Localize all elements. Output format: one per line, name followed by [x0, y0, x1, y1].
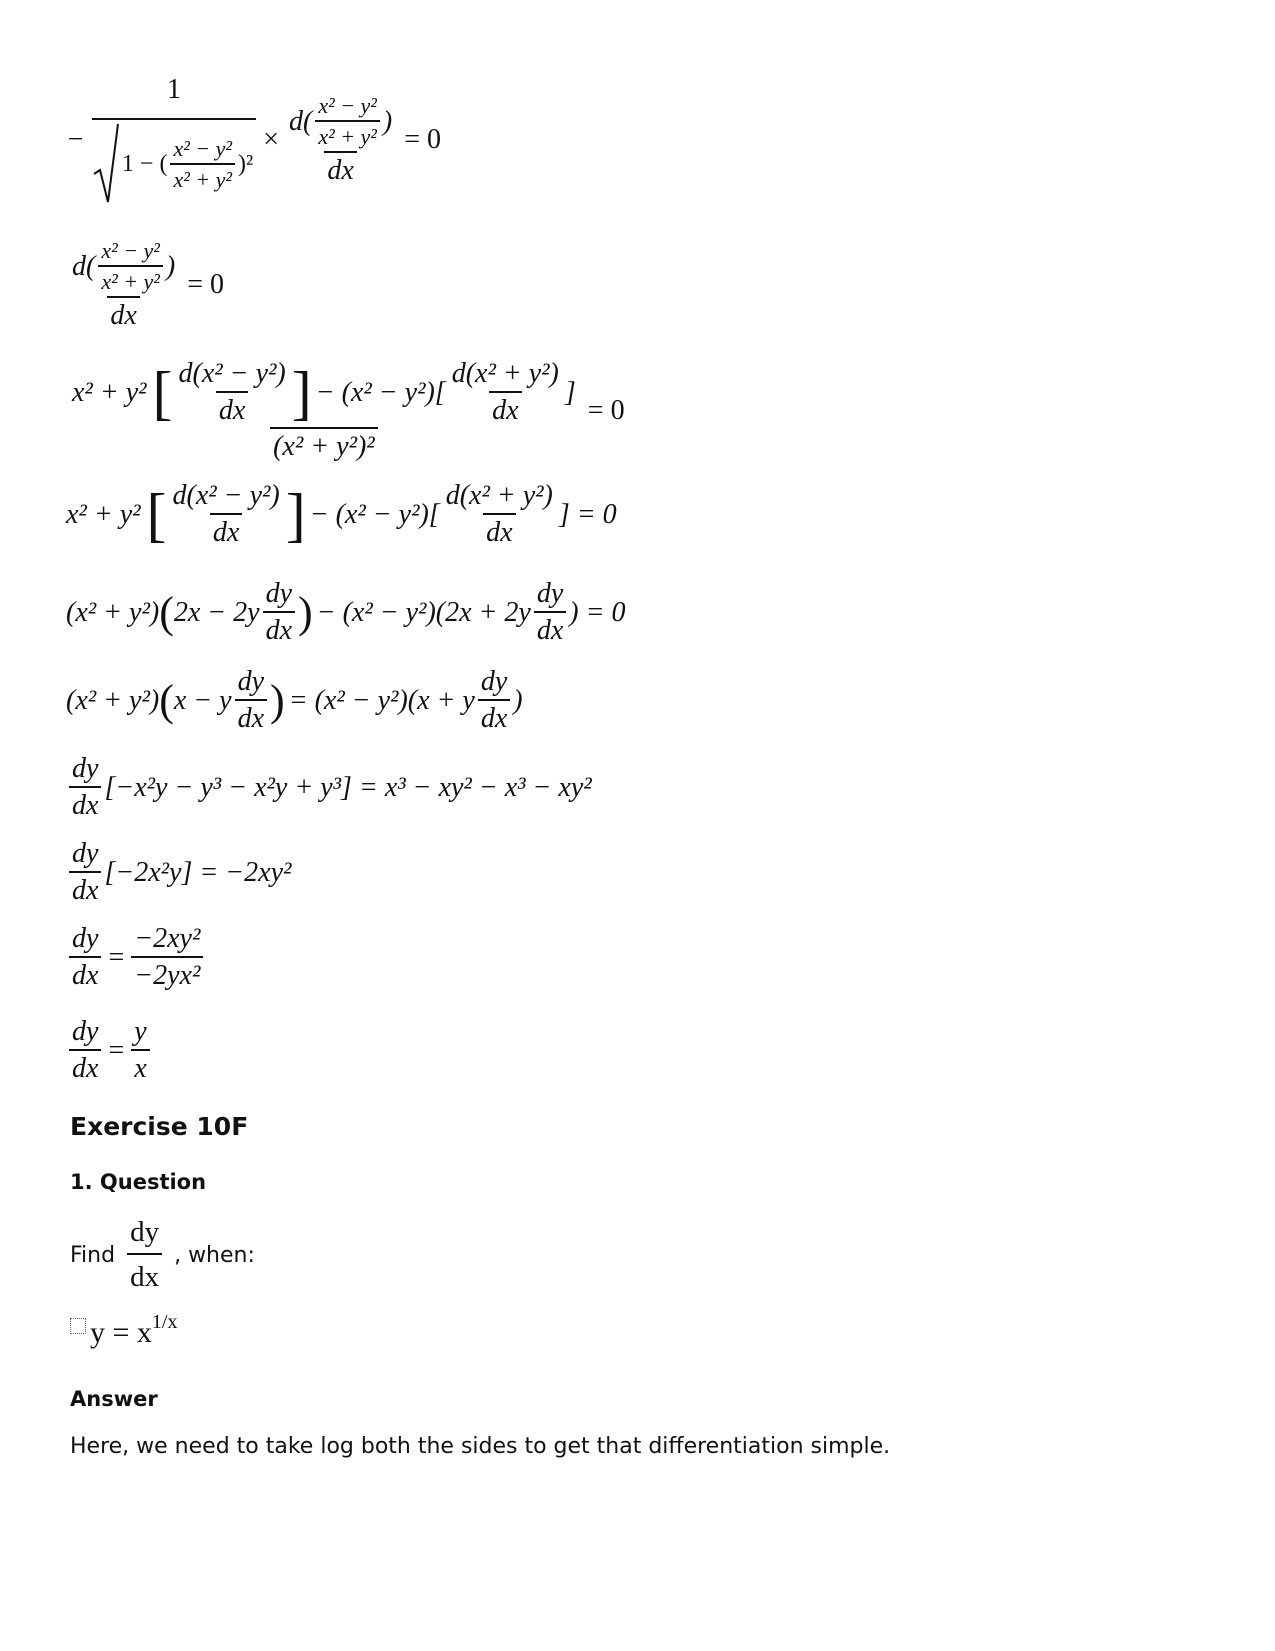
- dy-dx-fraction: $\frac{dy}{dx}$: [127, 1218, 162, 1292]
- numerator: 1: [167, 74, 182, 105]
- missing-image-placeholder-icon: [70, 1318, 86, 1334]
- question-equation: y = x 1/x: [70, 1318, 177, 1348]
- inner-fraction: $\frac{\text{x² − y²}}{\text{x² + y²}}$: [170, 138, 235, 191]
- step-3-equation: x² + y² [ $\frac{\text{d(x² − y²)}}{dx}$ ] − (x² − y²)[ $\frac{\text{d(x² + y²)}}{dx}$ ] (x² + y²)² = 0: [66, 360, 625, 461]
- step-2-equation: d( $\frac{\text{x² − y²}}{\text{x² + y²}}$ ) dx = 0: [66, 240, 224, 330]
- radical-sign-icon: [92, 124, 120, 204]
- step-4-equation: x² + y² [ $\frac{\text{d(x² − y²)}}{dx}$ ] − (x² − y²)[ $\frac{\text{d(x² + y²)}}{dx}$ ] = 0: [66, 480, 617, 548]
- step-6-equation: (x² + y²) ( x − y $\frac{dy}{dx}$ ) = (x² − y²)(x + y $\frac{dy}{dx}$ ): [66, 666, 523, 734]
- times-sign: ×: [263, 124, 279, 155]
- step-9-equation: $\frac{dy}{dx}$ = $\frac{\text{−2xy²}}{\text{−2yx²}}$: [66, 925, 206, 990]
- step-1-equation: [66, 60, 441, 220]
- answer-label: Answer: [70, 1387, 158, 1411]
- reciprocal-sqrt-fraction: [92, 76, 256, 204]
- derivative-fraction: d( $\frac{\text{x² − y²}}{\text{x² + y²}}$ ) dx: [289, 93, 393, 186]
- step-8-equation: $\frac{dy}{dx}$ [−2x²y] = −2xy²: [66, 840, 291, 905]
- step-10-equation: $\frac{dy}{dx}$ = $\frac{y}{x}$: [66, 1018, 153, 1083]
- step-7-equation: $\frac{dy}{dx}$ [−x²y − y³ − x²y + y³] = x³ − xy² − x³ − xy²: [66, 755, 592, 820]
- answer-text: Here, we need to take log both the sides to get that differentiation simple.: [70, 1434, 891, 1459]
- step-5-equation: (x² + y²) ( 2x − 2y $\frac{dy}{dx}$ ) − (x² − y²)(2x + 2y $\frac{dy}{dx}$ ) = 0: [66, 578, 626, 646]
- question-text: Find $\frac{dy}{dx}$ , when:: [70, 1216, 255, 1293]
- sqrt-denominator: 1 − ( $\frac{\text{x² − y²}}{\text{x² + y²}}$ )²: [92, 118, 256, 204]
- exercise-heading: Exercise 10F: [70, 1112, 249, 1141]
- equals-zero: = 0: [404, 124, 442, 155]
- quotient-rule-fraction: x² + y² [ $\frac{\text{d(x² − y²)}}{dx}$ ] − (x² − y²)[ $\frac{\text{d(x² + y²)}}{dx}$ ] (x² + y²)²: [72, 358, 576, 462]
- derivative-fraction: d( $\frac{\text{x² − y²}}{\text{x² + y²}}$ ) dx: [72, 238, 176, 331]
- minus-sign: −: [66, 124, 85, 155]
- question-label: 1. Question: [70, 1170, 207, 1194]
